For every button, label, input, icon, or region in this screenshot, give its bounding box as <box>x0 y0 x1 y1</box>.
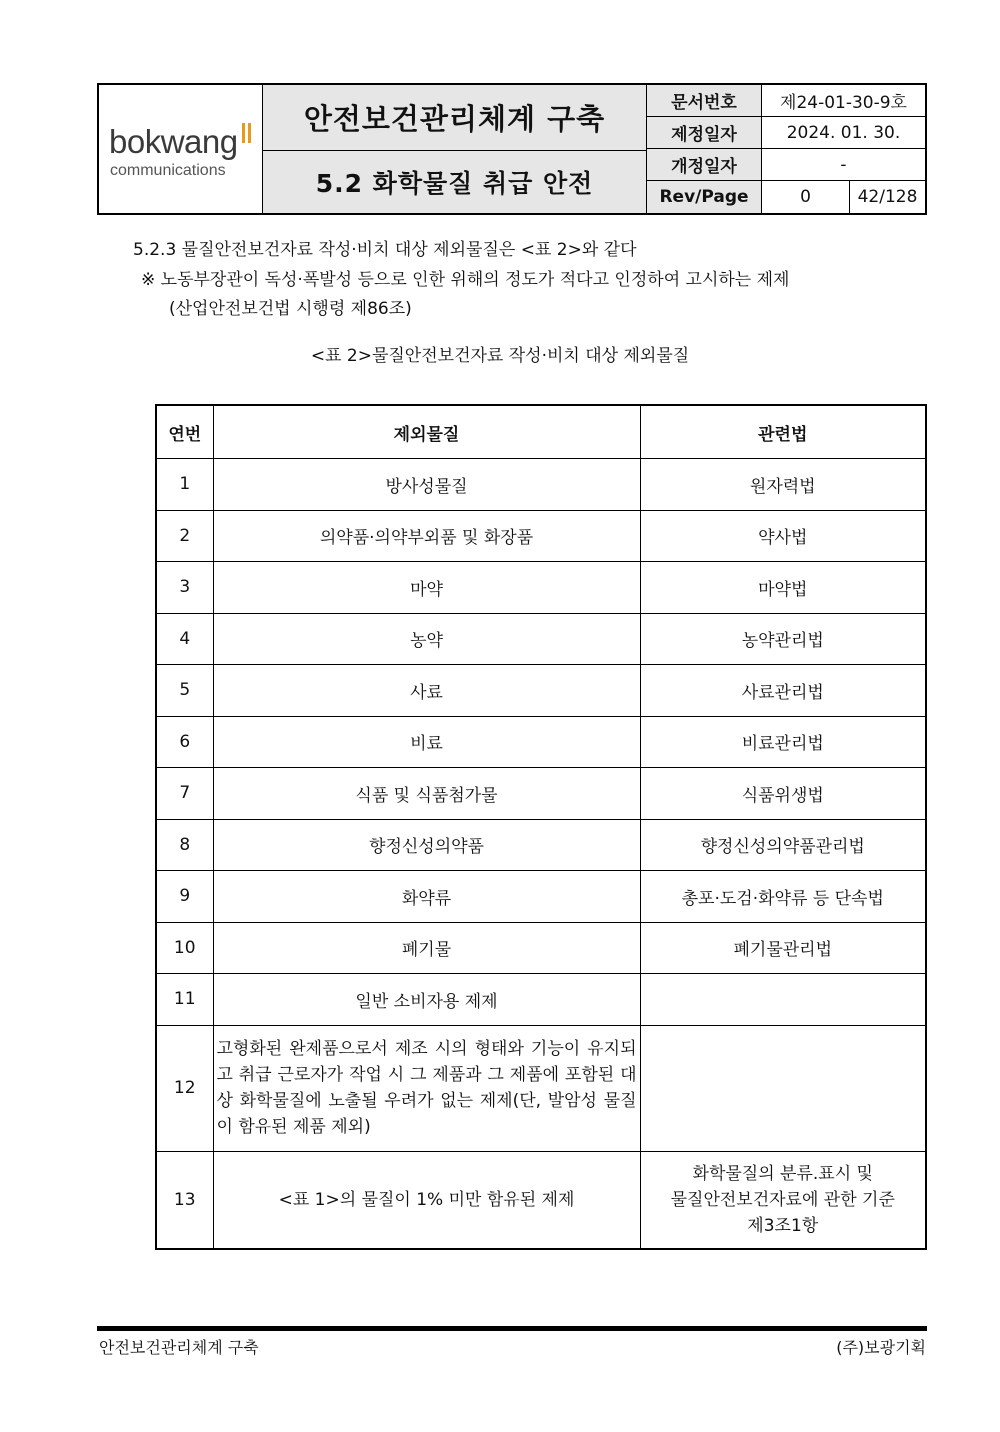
revise-label: 개정일자 <box>647 149 762 180</box>
row-item: 사료 <box>213 665 640 717</box>
revpage-label: Rev/Page <box>647 181 762 213</box>
row-no: 1 <box>156 459 213 511</box>
meta-row-enact <box>647 117 925 149</box>
row-law <box>640 974 926 1026</box>
meta-row-doc-no <box>647 85 925 117</box>
row-law: 약사법 <box>640 510 926 562</box>
row-item: 비료 <box>213 716 640 768</box>
table-row <box>156 819 926 871</box>
footer-right: (주)보광기획 <box>836 1338 926 1357</box>
table-header-row <box>156 405 926 459</box>
table-row <box>156 1151 926 1249</box>
row-no: 3 <box>156 562 213 614</box>
row-law-line: 제3조1항 <box>747 1215 819 1236</box>
row-law: 사료관리법 <box>640 665 926 717</box>
header-law: 관련법 <box>640 405 926 459</box>
row-no: 6 <box>156 716 213 768</box>
table-row <box>156 922 926 974</box>
table-row <box>156 768 926 820</box>
table-row <box>156 1025 926 1151</box>
logo-accent-bars <box>242 123 254 143</box>
header-item: 제외물질 <box>213 405 640 459</box>
row-no: 12 <box>156 1025 213 1151</box>
logo-brand: bokwang <box>109 123 238 160</box>
row-item: 폐기물 <box>213 922 640 974</box>
footer-left: 안전보건관리체계 구축 <box>99 1338 259 1357</box>
row-law: 폐기물관리법 <box>640 922 926 974</box>
row-law <box>640 1025 926 1151</box>
table-row <box>156 716 926 768</box>
doc-no-value: 제24-01-30-9호 <box>780 93 907 113</box>
row-no: 5 <box>156 665 213 717</box>
row-item: 농약 <box>213 613 640 665</box>
row-item: 의약품·의약부외품 및 화장품 <box>213 510 640 562</box>
revise-value: - <box>840 154 847 175</box>
row-item: 마약 <box>213 562 640 614</box>
row-item: <표 1>의 물질이 1% 미만 함유된 제제 <box>213 1151 640 1249</box>
row-item: 화약류 <box>213 871 640 923</box>
row-law: 총포·도검·화약류 등 단속법 <box>640 871 926 923</box>
table-row <box>156 510 926 562</box>
row-no: 9 <box>156 871 213 923</box>
exclusion-table <box>155 404 927 1250</box>
footer-rule <box>97 1326 927 1331</box>
table-row <box>156 459 926 511</box>
meta-row-revise <box>647 149 925 181</box>
row-item: 식품 및 식품첨가물 <box>213 768 640 820</box>
row-no: 10 <box>156 922 213 974</box>
row-law: 원자력법 <box>640 459 926 511</box>
note-text: ※ 노동부장관이 독성·폭발성 등으로 인한 위해의 정도가 적다고 인정하여 고시하는 제제 <box>141 270 790 290</box>
document-title: 안전보건관리체계 구축 <box>263 85 647 151</box>
row-item: 방사성물질 <box>213 459 640 511</box>
table-caption: <표 2>물질안전보건자료 작성·비치 대상 제외물질 <box>310 346 690 366</box>
table-row <box>156 613 926 665</box>
enact-label: 제정일자 <box>647 117 762 148</box>
table-row <box>156 665 926 717</box>
document-header <box>97 83 927 215</box>
document-meta <box>647 85 925 213</box>
enact-value: 2024. 01. 30. <box>786 122 901 143</box>
header-no: 연번 <box>156 405 213 459</box>
rev-value: 0 <box>762 181 850 213</box>
doc-no-label: 문서번호 <box>647 85 762 116</box>
row-law-line: 화학물질의 분류.표시 및 <box>692 1163 873 1184</box>
row-law: 식품위생법 <box>640 768 926 820</box>
row-item: 향정신성의약품 <box>213 819 640 871</box>
page-value: 42/128 <box>857 187 918 207</box>
table-row <box>156 974 926 1026</box>
note-reference: (산업안전보건법 시행령 제86조) <box>169 299 412 319</box>
row-item: 일반 소비자용 제제 <box>213 974 640 1026</box>
row-no: 11 <box>156 974 213 1026</box>
row-law: 비료관리법 <box>640 716 926 768</box>
table-row <box>156 562 926 614</box>
row-law <box>640 1151 926 1249</box>
row-law: 향정신성의약품관리법 <box>640 819 926 871</box>
section-intro: 5.2.3 물질안전보건자료 작성·비치 대상 제외물질은 <표 2>와 같다 <box>133 240 637 260</box>
logo-subtitle: communications <box>110 162 226 179</box>
section-title: 5.2 화학물질 취급 안전 <box>263 151 647 213</box>
company-logo <box>99 85 263 213</box>
row-item: 고형화된 완제품으로서 제조 시의 형태와 기능이 유지되고 취급 근로자가 작업 시 그 제품과 그 제품에 포함된 대상 화학물질에 노출될 우려가 없는 제제(단, 발암성 물질이 함유된 제품 제외) <box>213 1025 640 1151</box>
row-law: 농약관리법 <box>640 613 926 665</box>
row-no: 7 <box>156 768 213 820</box>
row-law-line: 물질안전보건자료에 관한 기준 <box>670 1189 895 1210</box>
row-no: 8 <box>156 819 213 871</box>
table-row <box>156 871 926 923</box>
row-no: 13 <box>156 1151 213 1249</box>
row-no: 2 <box>156 510 213 562</box>
row-no: 4 <box>156 613 213 665</box>
row-law: 마약법 <box>640 562 926 614</box>
meta-row-revpage <box>647 181 925 213</box>
